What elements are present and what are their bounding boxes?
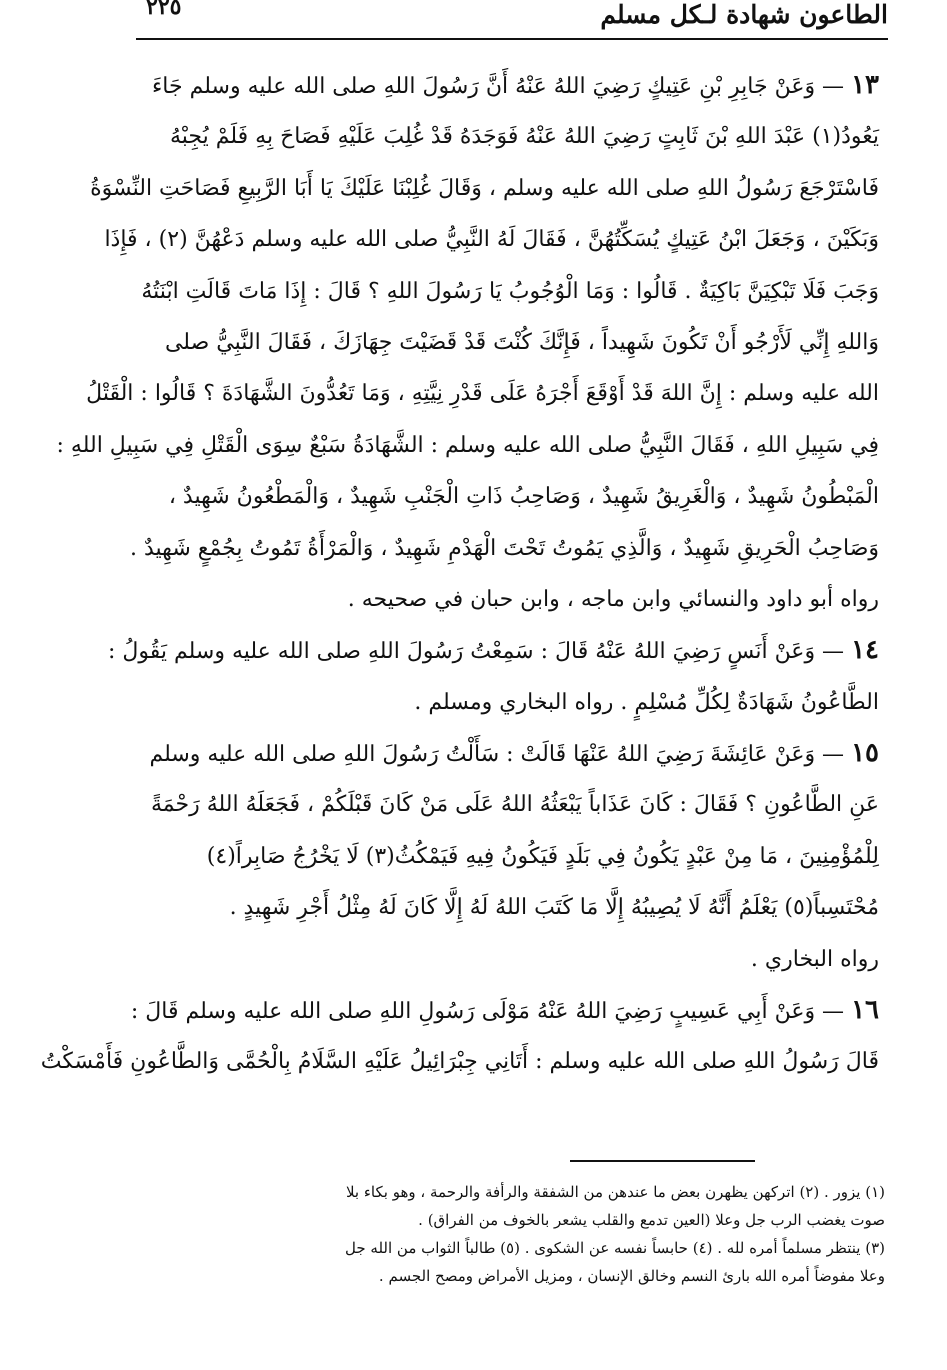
page-header <box>136 0 888 36</box>
running-title: الطاعون شهادة لـكل مسلم <box>600 0 888 29</box>
hadith-13-line-10: وَصَاحِبُ الْحَرِيقِ شَهِيدٌ ، وَالَّذِي يَمُوتُ تَحْتَ الْهَدْمِ شَهِيدٌ ، وَالْمَرْأَةُ تَمُوتُ بِجُمْعٍ شَهِيدٌ . <box>130 535 879 561</box>
footnotes <box>130 1178 885 1290</box>
hadith-15-line-3: لِلْمُؤْمِنِينَ ، مَا مِنْ عَبْدٍ يَكُونُ فِي بَلَدٍ فَيَكُونُ فِيهِ فَيَمْكُثُ(٣) لَا يَخْرُجُ صَابِراً(٤) <box>206 843 879 869</box>
hadith-13-source: رواه أبو داود والنسائي وابن ماجه ، وابن حبان في صحيحه . <box>347 586 879 612</box>
hadith-14-line-1: ١٤ — وَعَنْ أَنَسٍ رَضِيَ اللهُ عَنْهُ قَالَ : سَمِعْتُ رَسُولَ اللهِ صلى الله عليه وسلم يَقُولُ : <box>107 635 879 666</box>
main-text <box>40 60 879 1088</box>
hadith-14-line-2: الطَّاعُونُ شَهَادَةٌ لِكُلِّ مُسْلِمٍ . رواه البخاري ومسلم . <box>414 689 879 715</box>
hadith-13-line-4: وَبَكَيْنَ ، وَجَعَلَ ابْنُ عَتِيكٍ يُسَكِّتُهُنَّ ، فَقَالَ لَهُ النَّبِيُّ صلى الله عليه وسلم دَعْهُنَّ (٢) ، فَإِذَا <box>104 227 879 253</box>
hadith-13-line-5: وَجَبَ فَلَا تَبْكِيَنَّ بَاكِيَةٌ . قَالُوا : وَمَا الْوُجُوبُ يَا رَسُولَ اللهِ ؟ قَالَ : إِذَا مَاتَ قَالَتِ ابْنَتُهُ <box>141 278 879 304</box>
header-divider <box>136 38 888 40</box>
hadith-13-line-8: فِي سَبِيلِ اللهِ ، فَقَالَ النَّبِيُّ صلى الله عليه وسلم : الشَّهَادَةُ سَبْعٌ سِوَى الْقَتْلِ فِي سَبِيلِ اللهِ : <box>56 432 879 458</box>
footnote-line-4: وعلا مفوضاً أمره الله بارئ النسم وخالق الإنسان ، ومزيل الأمراض ومصح الجسم . <box>378 1267 885 1285</box>
hadith-number: ١٤ <box>851 635 879 666</box>
hadith-number: ١٥ <box>851 738 879 769</box>
page-number: ٢٢٥ <box>146 0 182 20</box>
hadith-15-line-2: عَنِ الطَّاعُونِ ؟ فَقَالَ : كَانَ عَذَاباً يَبْعَثُهُ اللهُ عَلَى مَنْ كَانَ قَبْلَكُمْ ، فَجَعَلَهُ اللهُ رَحْمَةً <box>150 792 879 818</box>
hadith-13-line-6: وَاللهِ إِنِّي لَأَرْجُو أَنْ تَكُونَ شَهِيداً ، فَإِنَّكَ كُنْتَ قَدْ قَضَيْتَ جِهَازَكَ ، فَقَالَ النَّبِيُّ صلى <box>164 329 879 355</box>
hadith-16-line-1: ١٦ — وَعَنْ أَبِي عَسِيبٍ رَضِيَ اللهُ عَنْهُ مَوْلَى رَسُولِ اللهِ صلى الله عليه وسلم قَالَ : <box>130 995 879 1026</box>
hadith-13-line-1: ١٣ — وَعَنْ جَابِرِ بْنِ عَتِيكٍ رَضِيَ اللهُ عَنْهُ أَنَّ رَسُولَ اللهِ صلى الله عليه وسلم جَاءَ <box>151 70 879 100</box>
hadith-15-line-1: ١٥ — وَعَنْ عَائِشَةَ رَضِيَ اللهُ عَنْهَا قَالَتْ : سَأَلْتُ رَسُولَ اللهِ صلى الله عليه وسلم <box>149 738 879 769</box>
hadith-13-line-3: فَاسْتَرْجَعَ رَسُولُ اللهِ صلى الله عليه وسلم ، وَقَالَ غُلِبْنَا عَلَيْكَ يَا أَبَا الرَّبِيعِ فَصَاحَتِ النِّسْوَةُ <box>90 175 879 201</box>
footnote-line-3: (٣) ينتظر مسلماً أمره لله . (٤) حابساً نفسه عن الشكوى . (٥) طالباً الثواب من الله جل <box>345 1239 885 1257</box>
hadith-13-line-7: الله عليه وسلم : إِنَّ اللهَ قَدْ أَوْقَعَ أَجْرَهُ عَلَى قَدْرِ نِيَّتِهِ ، وَمَا تَعُدُّونَ الشَّهَادَةَ ؟ قَالُوا : الْقَتْلُ <box>86 381 879 407</box>
hadith-15-source: رواه البخاري . <box>750 946 879 972</box>
hadith-number: ١٦ <box>851 995 879 1026</box>
hadith-13-line-9: الْمَبْطُونُ شَهِيدٌ ، وَالْغَرِيقُ شَهِيدٌ ، وَصَاحِبُ ذَاتِ الْجَنْبِ شَهِيدٌ ، وَالْمَطْعُونُ شَهِيدٌ ، <box>168 484 879 510</box>
hadith-15-line-4: مُحْتَسِباً(٥) يَعْلَمُ أَنَّهُ لَا يُصِيبُهُ إِلَّا مَا كَتَبَ اللهُ لَهُ إِلَّا كَانَ لَهُ مِثْلُ أَجْرِ شَهِيدٍ . <box>229 895 879 921</box>
hadith-13-line-2: يَعُودُ(١) عَبْدَ اللهِ بْنَ ثَابِتٍ رَضِيَ اللهُ عَنْهُ فَوَجَدَهُ قَدْ غُلِبَ عَلَيْهِ فَصَاحَ بِهِ فَلَمْ يُجِبْهُ <box>170 124 879 150</box>
footnote-line-2: صوت يغضب الرب جل وعلا (العين تدمع والقلب يشعر بالخوف من الفراق) . <box>418 1211 885 1229</box>
hadith-number: ١٣ <box>851 70 879 100</box>
hadith-16-line-2: قَالَ رَسُولُ اللهِ صلى الله عليه وسلم : أَتَانِي جِبْرَائِيلُ عَلَيْهِ السَّلَامُ بِالْحُمَّى وَالطَّاعُونِ فَأَمْسَكْتُ <box>40 1049 879 1075</box>
footnote-line-1: (١) يزور . (٢) اتركهن يظهرن بعض ما عندهن من الشفقة والرأفة والرحمة ، وهو بكاء بلا <box>345 1183 885 1201</box>
footnote-divider <box>570 1160 755 1162</box>
